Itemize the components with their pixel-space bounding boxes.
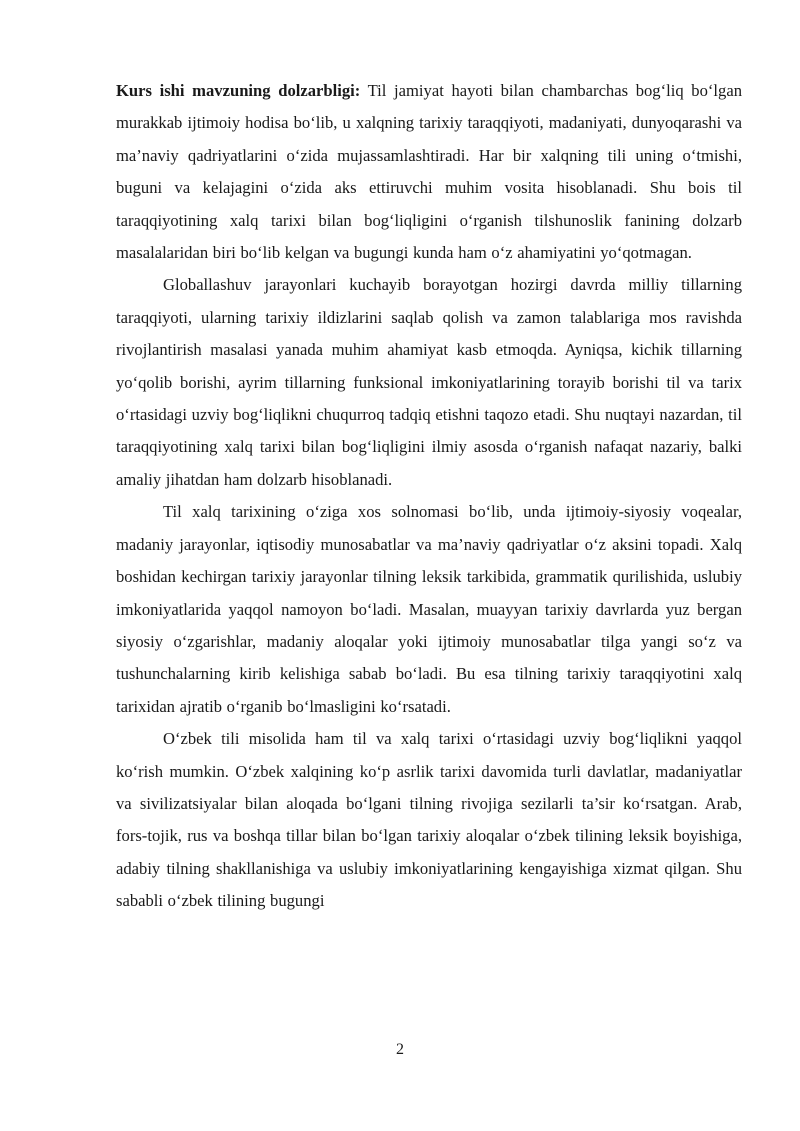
paragraph-2: Globallashuv jarayonlari kuchayib borayotgan hozirgi davrda milliy tillarning taraqqiyoti, ularning tarixiy ildizlarini saqlab qolish va zamon talablariga mos ravishda rivojlantirish masalasi yanada muhim ahamiyat kasb etmoqda. Ayniqsa, kichik tillarning yo‘qolib borishi, ayrim tillarning funksional imkoniyatlarining torayib borishi til va tarix o‘rtasidagi uzviy bog‘liqlikni chuqurroq tadqiq etishni taqozo etadi. Shu nuqtayi nazardan, til taraqqiyotining xalq tarixi bilan bog‘liqligini ilmiy asosda o‘rganish nafaqat nazariy, balki amaliy jihatdan ham dolzarb hisoblanadi. <box>116 275 742 489</box>
paragraph-4: O‘zbek tili misolida ham til va xalq tarixi o‘rtasidagi uzviy bog‘liqlikni yaqqol ko‘rish mumkin. O‘zbek xalqining ko‘p asrlik tarixi davomida turli davlatlar, madaniyatlar va sivilizatsiyalar bilan aloqada bo‘lgani tilning rivojiga sezilarli ta’sir ko‘rsatgan. Arab, fors-tojik, rus va boshqa tillar bilan bo‘lgan tarixiy aloqalar o‘zbek tilining leksik boyishiga, adabiy tilning shakllanishiga va uslubiy imkoniyatlarining kengayishiga xizmat qilgan. Shu sababli o‘zbek tilining bugungi <box>116 729 742 911</box>
paragraph-1-text: Til jamiyat hayoti bilan chambarchas bog‘liq bo‘lgan murakkab ijtimoiy hodisa bo‘lib, u xalqning tarixiy taraqqiyoti, madaniyati, dunyoqarashi va ma’naviy qadriyatlarini o‘zida mujassamlashtiradi. Har bir xalqning tili uning o‘tmishi, buguni va kelajagini o‘zida aks ettiruvchi muhim vosita hisoblanadi. Shu bois til taraqqiyotining xalq tarixi bilan bog‘liqligini o‘rganish tilshunoslik fanining dolzarb masalalaridan biri bo‘lib kelgan va bugungi kunda ham o‘z ahamiyatini yo‘qotmagan. <box>116 81 742 263</box>
paragraph-1 <box>116 75 742 269</box>
section-lead-title: Kurs ishi mavzuning dolzarbligi: <box>116 81 361 100</box>
page-number: 2 <box>396 1041 404 1058</box>
paragraph-3: Til xalq tarixining o‘ziga xos solnomasi bo‘lib, unda ijtimoiy-siyosiy voqealar, madaniy jarayonlar, iqtisodiy munosabatlar va ma’naviy qadriyatlar o‘z aksini topadi. Xalq boshidan kechirgan tarixiy jarayonlar tilning leksik tarkibida, grammatik qurilishida, uslubiy imkoniyatlarida yaqqol namoyon bo‘ladi. Masalan, muayyan tarixiy davrlarda yuz bergan siyosiy o‘zgarishlar, madaniy aloqalar yoki ijtimoiy munosabatlar tilga yangi so‘z va tushunchalarning kirib kelishiga sabab bo‘ladi. Bu esa tilning tarixiy taraqqiyotini xalq tarixidan ajratib o‘rganib bo‘lmasligini ko‘rsatadi. <box>116 502 742 716</box>
document-body <box>116 75 742 918</box>
